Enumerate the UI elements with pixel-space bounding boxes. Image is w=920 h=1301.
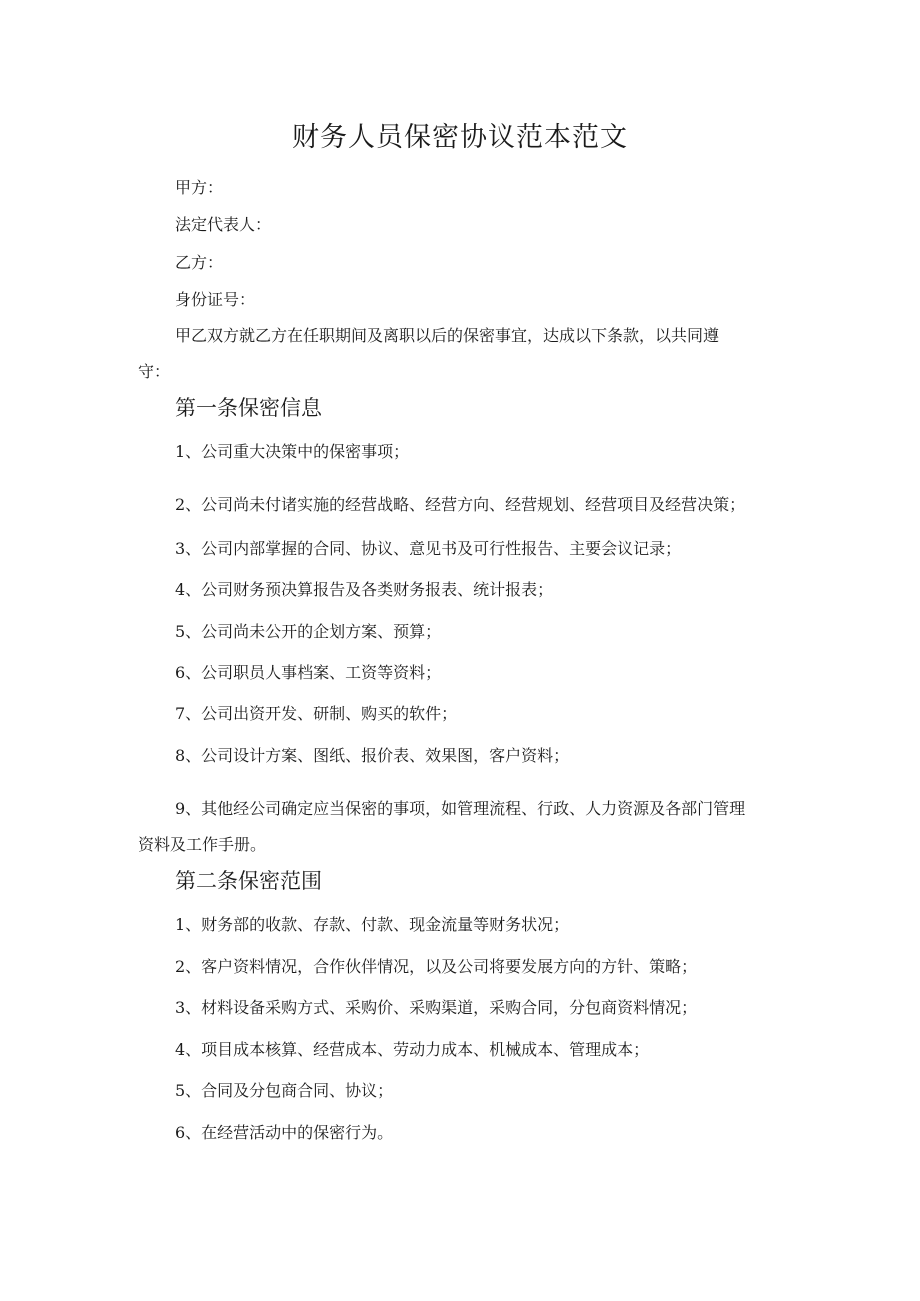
- preamble-line-1: 甲乙双方就乙方在任职期间及离职以后的保密事宜，达成以下条款，以共同遵: [175, 326, 720, 345]
- article-1-item: 4、公司财务预决算报告及各类财务报表、统计报表；: [175, 580, 554, 599]
- preamble-line-2: 守：: [138, 362, 171, 381]
- party-a-label: 甲方：: [175, 178, 224, 197]
- article-1-item: 2、公司尚未付诸实施的经营战略、经营方向、经营规划、经营项目及经营决策；: [175, 495, 746, 514]
- article-2-item: 6、在经营活动中的保密行为。: [175, 1123, 394, 1142]
- article-2-item: 3、材料设备采购方式、采购价、采购渠道，采购合同，分包商资料情况；: [175, 998, 698, 1017]
- article-1-item: 3、公司内部掌握的合同、协议、意见书及可行性报告、主要会议记录；: [175, 539, 682, 558]
- article-1-item: 5、公司尚未公开的企划方案、预算；: [175, 622, 442, 641]
- legal-rep-label: 法定代表人：: [175, 215, 272, 234]
- article-1-item-9-line-1: 9、其他经公司确定应当保密的事项，如管理流程、行政、人力资源及各部门管理: [175, 799, 746, 818]
- article-1-item: 1、公司重大决策中的保密事项；: [175, 442, 410, 461]
- article-2-item: 1、财务部的收款、存款、付款、现金流量等财务状况；: [175, 915, 570, 934]
- party-b-label: 乙方：: [175, 253, 224, 272]
- article-1-item: 6、公司职员人事档案、工资等资料；: [175, 663, 442, 682]
- id-number-label: 身份证号：: [175, 290, 256, 309]
- article-1-item: 7、公司出资开发、研制、购买的软件；: [175, 704, 458, 723]
- article-1-item-9-line-2: 资料及工作手册。: [138, 835, 267, 854]
- article-1-item: 8、公司设计方案、图纸、报价表、效果图，客户资料；: [175, 746, 570, 765]
- article-2-item: 2、客户资料情况，合作伙伴情况，以及公司将要发展方向的方针、策略；: [175, 957, 698, 976]
- article-1-heading: 第一条保密信息: [175, 396, 322, 420]
- article-2-heading: 第二条保密范围: [175, 869, 322, 893]
- document-title: 财务人员保密协议范本范文: [292, 122, 628, 153]
- article-2-item: 5、合同及分包商合同、协议；: [175, 1081, 394, 1100]
- article-2-item: 4、项目成本核算、经营成本、劳动力成本、机械成本、管理成本；: [175, 1040, 650, 1059]
